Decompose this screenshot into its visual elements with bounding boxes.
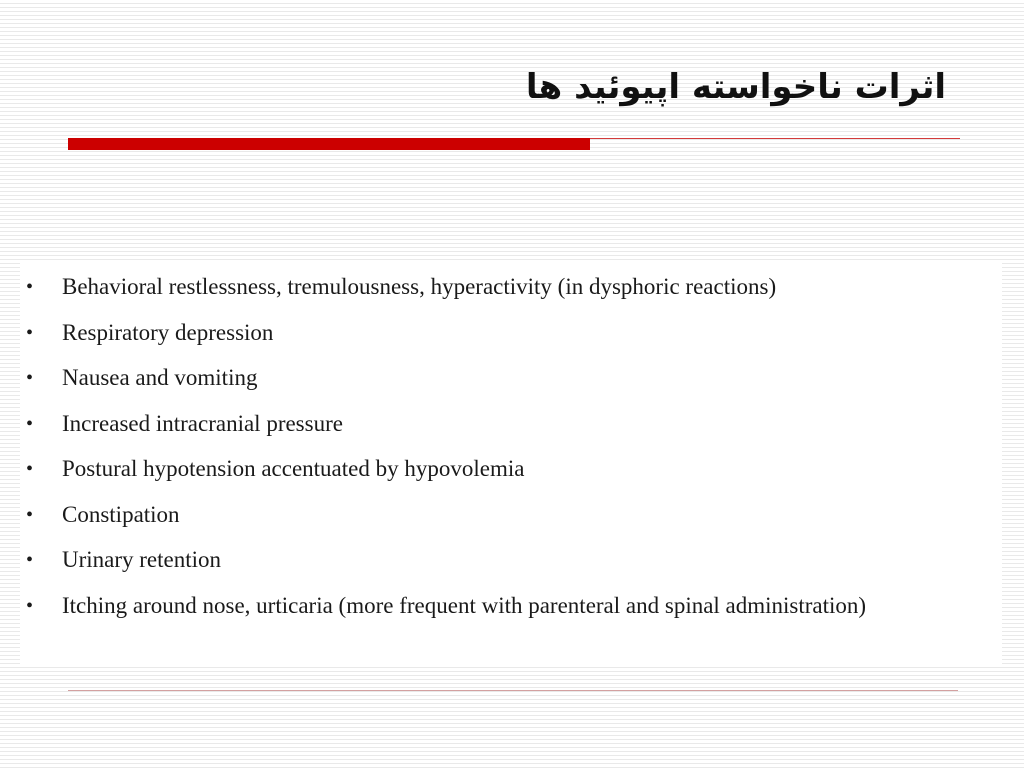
bullet-icon: • — [26, 549, 34, 571]
bullet-text: Postural hypotension accentuated by hypovolemia — [62, 456, 525, 481]
bullet-text: Increased intracranial pressure — [62, 410, 343, 436]
slide-title: اثرات ناخواسته اپیوئید ها — [525, 67, 946, 107]
bullet-item — [20, 359, 1002, 397]
bullet-item — [20, 405, 1002, 443]
bullet-item — [20, 268, 1002, 306]
bullet-text: Nausea and vomiting — [62, 365, 258, 390]
bullet-item — [20, 314, 1002, 352]
bullet-icon: • — [26, 594, 34, 617]
title-accent-line — [590, 138, 960, 139]
bullet-text: Respiratory depression — [62, 319, 274, 345]
bullet-item — [20, 541, 1002, 579]
footer-divider — [68, 690, 958, 691]
bullet-item — [20, 450, 1002, 488]
bullet-icon: • — [26, 503, 34, 526]
title-accent-bar — [68, 138, 590, 150]
content-box — [20, 262, 1002, 667]
bullet-icon: • — [26, 458, 34, 480]
bullet-list — [20, 262, 1002, 625]
bullet-text: Urinary retention — [62, 547, 222, 572]
bullet-icon: • — [26, 412, 34, 435]
bullet-text: Itching around nose, urticaria (more frequent with parenteral and spinal administration) — [62, 592, 867, 618]
bullet-text: Constipation — [62, 501, 180, 527]
bullet-icon: • — [26, 321, 34, 344]
bullet-item — [20, 496, 1002, 534]
bullet-text: Behavioral restlessness, tremulousness, hyperactivity (in dysphoric reactions) — [62, 274, 777, 299]
bullet-item — [20, 587, 1002, 625]
bullet-icon: • — [26, 367, 34, 389]
bullet-icon: • — [26, 276, 34, 298]
